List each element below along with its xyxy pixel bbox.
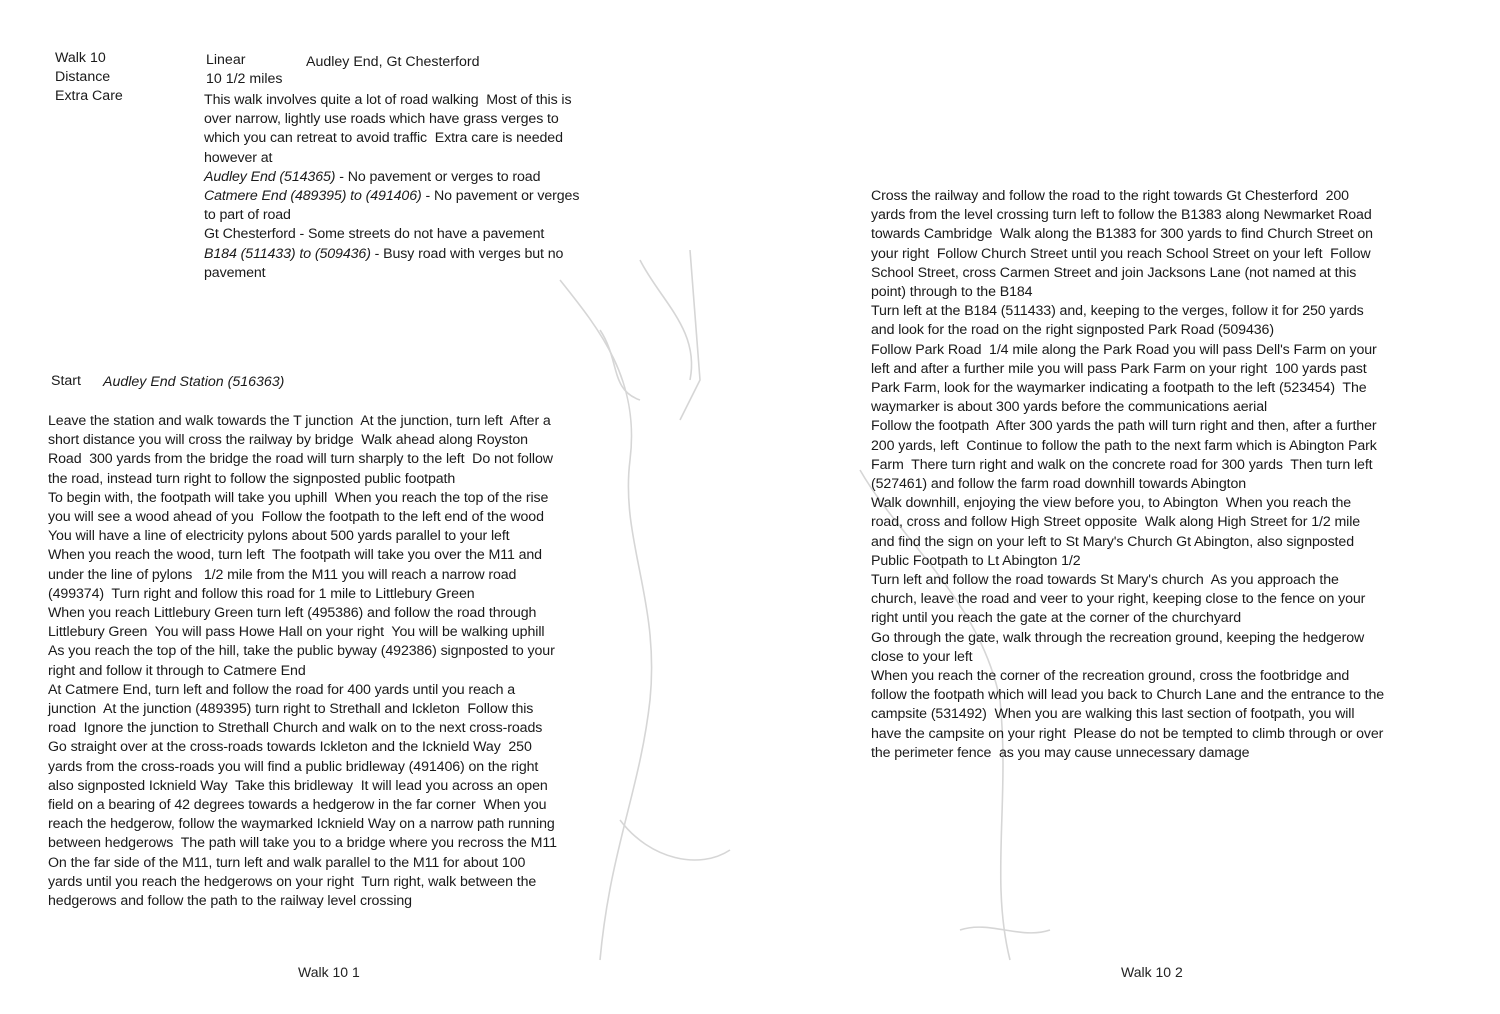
directions-text <box>871 187 1384 763</box>
text-line: road, cross and follow High Street opposite Walk along High Street for 1/2 mile <box>871 514 1361 531</box>
text-line: also signposted Icknield Way Take this bridleway It will lead you across an open <box>48 777 548 794</box>
text-line: Littlebury Green You will pass Howe Hall on your right You will be walking uphill <box>48 624 545 641</box>
text-line: right and follow it through to Catmere End <box>48 662 306 679</box>
text-line: and look for the road on the right signposted Park Road (509436) <box>871 322 1274 339</box>
text-line: At Catmere End, turn left and follow the road for 400 yards until you reach a <box>48 681 516 698</box>
text-line: left and after a further mile you will pass Park Farm on your right 100 yards past <box>871 360 1367 377</box>
extra-care-item: Catmere End (489395) to (491406) - No pavement or verges <box>204 188 580 205</box>
text-line: When you reach the wood, turn left The footpath will take you over the M11 and <box>48 547 542 564</box>
start-location: Audley End Station (516363) <box>103 374 285 390</box>
extra-care-line: over narrow, lightly use roads which have grass verges to <box>204 111 559 128</box>
text-line: Farm There turn right and walk on the concrete road for 300 yards Then turn left <box>871 456 1373 473</box>
text-line: yards until you reach the hedgerows on your right Turn right, walk between the <box>48 873 537 890</box>
right-page <box>750 0 1500 1014</box>
walk-label: Walk 10 <box>55 50 106 66</box>
text-line: As you reach the top of the hill, take the public byway (492386) signposted to your <box>48 643 555 660</box>
text-line: waymarker is about 300 yards before the communications aerial <box>871 399 1268 416</box>
text-line: Leave the station and walk towards the T junction At the junction, turn left After a <box>48 413 551 429</box>
text-line: under the line of pylons 1/2 mile from the M11 you will reach a narrow road <box>48 566 517 583</box>
text-line: Follow the footpath After 300 yards the path will turn right and then, after a further <box>871 418 1377 435</box>
text-line: Walk downhill, enjoying the view before you, to Abington When you reach the <box>871 495 1352 512</box>
walk-route: Audley End, Gt Chesterford <box>306 54 480 70</box>
start-label: Start <box>51 373 81 389</box>
text-line: When you reach Littlebury Green turn left (495386) and follow the road through <box>48 605 537 622</box>
text-line: Go straight over at the cross-roads towards Ickleton and the Icknield Way 250 <box>48 739 532 756</box>
text-line: School Street, cross Carmen Street and join Jacksons Lane (not named at this <box>871 264 1357 281</box>
text-line: hedgerows and follow the path to the railway level crossing <box>48 893 412 910</box>
text-line: Follow Park Road 1/4 mile along the Park Road you will pass Dell's Farm on your <box>871 341 1377 358</box>
text-line: the perimeter fence as you may cause unnecessary damage <box>871 744 1250 761</box>
text-line: have the campsite on your right Please do not be tempted to climb through or over <box>871 725 1384 742</box>
text-line: Road 300 yards from the bridge the road will turn sharply to the left Do not follow <box>48 451 553 468</box>
text-line: between hedgerows The path will take you to a bridge where you recross the M11 <box>48 835 557 852</box>
extra-care-item: to part of road <box>204 207 291 224</box>
text-line: Go through the gate, walk through the recreation ground, keeping the hedgerow <box>871 629 1365 646</box>
text-line: yards from the level crossing turn left to follow the B1383 along Newmarket Road <box>871 207 1372 224</box>
text-line: follow the footpath which will lead you back to Church Lane and the entrance to the <box>871 687 1385 704</box>
extra-care-line: however at <box>204 149 273 166</box>
text-line: Turn left at the B184 (511433) and, keeping to the verges, follow it for 250 yards <box>871 303 1364 320</box>
text-line: point) through to the B184 <box>871 284 1033 301</box>
text-line: Public Footpath to Lt Abington 1/2 <box>871 552 1081 569</box>
walk-type: Linear <box>206 52 246 68</box>
text-line: To begin with, the footpath will take you uphill When you reach the top of the rise <box>48 489 549 506</box>
text-line: church, leave the road and veer to your right, keeping close to the fence on your <box>871 591 1366 608</box>
text-line: (499374) Turn right and follow this road for 1 mile to Littlebury Green <box>48 585 475 602</box>
walk-distance: 10 1/2 miles <box>206 71 283 87</box>
extra-care-item: pavement <box>204 264 266 281</box>
text-line: field on a bearing of 42 degrees towards a hedgerow in the far corner When you <box>48 797 547 814</box>
page-footer: Walk 10 2 <box>1121 964 1183 980</box>
page-footer: Walk 10 1 <box>298 964 360 980</box>
distance-label: Distance <box>55 69 111 85</box>
text-line: towards Cambridge Walk along the B1383 for 300 yards to find Church Street on <box>871 226 1373 243</box>
extra-care-block <box>204 91 579 283</box>
extra-care-item: Gt Chesterford - Some streets do not have a pavement <box>204 226 545 243</box>
extra-care-label: Extra Care <box>55 88 123 104</box>
extra-care-line: This walk involves quite a lot of road walking Most of this is <box>204 92 572 108</box>
text-line: Cross the railway and follow the road to the right towards Gt Chesterford 200 <box>871 188 1349 204</box>
extra-care-line: which you can retreat to avoid traffic Extra care is needed <box>204 130 563 147</box>
extra-care-item: B184 (511433) to (509436) - Busy road with verges but no <box>204 245 564 262</box>
text-line: Turn left and follow the road towards St Mary's church As you approach the <box>871 572 1339 589</box>
text-line: On the far side of the M11, turn left and walk parallel to the M11 for about 100 <box>48 854 526 871</box>
text-line: Park Farm, look for the waymarker indicating a footpath to the left (523454) The <box>871 380 1367 397</box>
text-line: the road, instead turn right to follow the signposted public footpath <box>48 470 456 487</box>
text-line: you will see a wood ahead of you Follow the footpath to the left end of the wood <box>48 509 544 526</box>
text-line: and find the sign on your left to St Mary's Church Gt Abington, also signposted <box>871 533 1354 550</box>
text-line: yards from the cross-roads you will find a public bridleway (491406) on the right <box>48 758 539 775</box>
text-line: You will have a line of electricity pylons about 500 yards parallel to your left <box>48 528 510 545</box>
text-line: campsite (531492) When you are walking this last section of footpath, you will <box>871 706 1355 723</box>
directions-text <box>48 412 557 911</box>
text-line: your right Follow Church Street until you reach School Street on your left Follow <box>871 245 1371 262</box>
extra-care-item: Audley End (514365) - No pavement or verges to road <box>204 168 541 185</box>
text-line: When you reach the corner of the recreation ground, cross the footbridge and <box>871 668 1350 685</box>
text-line: close to your left <box>871 648 973 665</box>
text-line: junction At the junction (489395) turn right to Strethall and Ickleton Follow this <box>48 701 534 718</box>
text-line: right until you reach the gate at the corner of the churchyard <box>871 610 1241 627</box>
text-line: reach the hedgerow, follow the waymarked Icknield Way on a narrow path running <box>48 816 555 833</box>
text-line: short distance you will cross the railway by bridge Walk ahead along Royston <box>48 432 528 449</box>
text-line: (527461) and follow the farm road downhill towards Abington <box>871 476 1247 493</box>
text-line: road Ignore the junction to Strethall Church and walk on to the next cross-roads <box>48 720 543 737</box>
text-line: 200 yards, left Continue to follow the path to the next farm which is Abington Park <box>871 437 1377 454</box>
